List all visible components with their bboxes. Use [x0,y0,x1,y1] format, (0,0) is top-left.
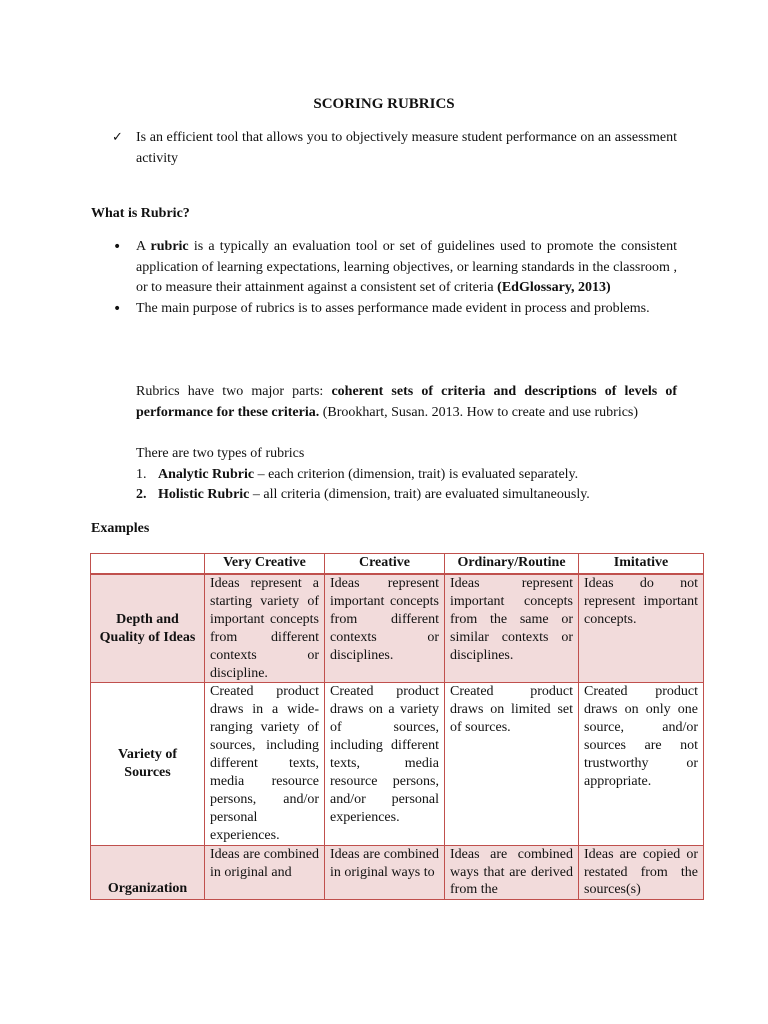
types-intro: There are two types of rubrics [136,446,305,461]
table-cell: Created product draws in a wide-ranging variety of sources, including different texts, media resource persons, and/or personal experiences. [205,683,325,845]
type-item-holistic [136,485,677,506]
criterion-cell: Variety of Sources [91,683,205,845]
major-parts-paragraph [136,382,677,423]
type-name: Holistic Rubric [158,487,250,502]
bullet-text-mid: is a typically an evaluation tool or set of guidelines used to promote the consistent application of learning expectations, learning objectives, or learning standards in the classroom , or to measure their attainment against a consistent set of criteria [136,239,677,295]
table-row [91,683,704,845]
parts-text-pre: Rubrics have two major parts: [136,384,332,399]
item-number: 1. [136,466,147,482]
table-cell: Created product draws on limited set of sources. [445,683,579,845]
table-cell: Ideas are copied or restated from the sources(s) [579,845,704,900]
table-cell: Ideas are combined ways that are derived from the [445,845,579,900]
item-number: 2. [136,487,147,502]
criterion-cell: Organization [91,845,205,900]
checkmark-icon: ✓ [112,130,123,145]
bullet-icon: • [113,300,122,317]
table-cell: Ideas represent important concepts from the same or similar contexts or disciplines. [445,574,579,683]
column-header: Creative [325,554,445,575]
parts-citation: (Brookhart, Susan. 2013. How to create and use rubrics) [319,404,639,420]
type-desc: – all criteria (dimension, trait) are evaluated simultaneously. [249,487,590,502]
criterion-cell: Depth and Quality of Ideas [91,574,205,683]
parts-text-bold: coherent sets of criteria and descriptions of levels of performance for these criteria. [136,384,677,420]
section-heading-what-is-rubric: What is Rubric? [91,206,190,221]
table-cell: Ideas are combined in original and [205,845,325,900]
bullet-item-definition [112,237,677,299]
column-header: Very Creative [205,554,325,575]
type-item-analytic [136,465,677,486]
table-row [91,845,704,900]
bullet-icon: • [113,239,122,255]
bullet-text-bold: rubric [150,239,189,254]
table-cell: Ideas are combined in original ways to [325,845,445,900]
page-title: SCORING RUBRICS [313,96,455,112]
bullet-text: The main purpose of rubrics is to asses performance made evident in process and problems. [136,300,650,316]
table-cell: Created product draws on only one source, and/or sources are not trustworthy or appropriate. [579,683,704,845]
checklist-item [112,128,677,169]
type-desc: – each criterion (dimension, trait) is evaluated separately. [254,466,579,482]
rubric-types [136,444,677,506]
column-header: Imitative [579,554,704,575]
bullet-citation: (EdGlossary, 2013) [497,280,611,295]
section-heading-examples: Examples [91,521,150,536]
column-header: Ordinary/Routine [445,554,579,575]
bullet-text-pre: A [136,239,151,254]
table-cell: Ideas do not represent important concepts. [579,574,704,683]
bullet-list [112,237,677,319]
checklist-text: Is an efficient tool that allows you to objectively measure student performance on an assessment activity [136,130,677,166]
rubric-table [90,553,704,900]
table-cell: Ideas represent a starting variety of important concepts from different contexts or discipline. [205,574,325,683]
table-header-row [91,554,704,575]
table-cell: Created product draws on a variety of sources, including different texts, media resource persons, and/or personal experiences. [325,683,445,845]
table-row [91,574,704,683]
column-header [91,554,205,575]
bullet-item-purpose [112,299,677,320]
table-cell: Ideas represent important concepts from different contexts or disciplines. [325,574,445,683]
type-name: Analytic Rubric [158,466,255,482]
